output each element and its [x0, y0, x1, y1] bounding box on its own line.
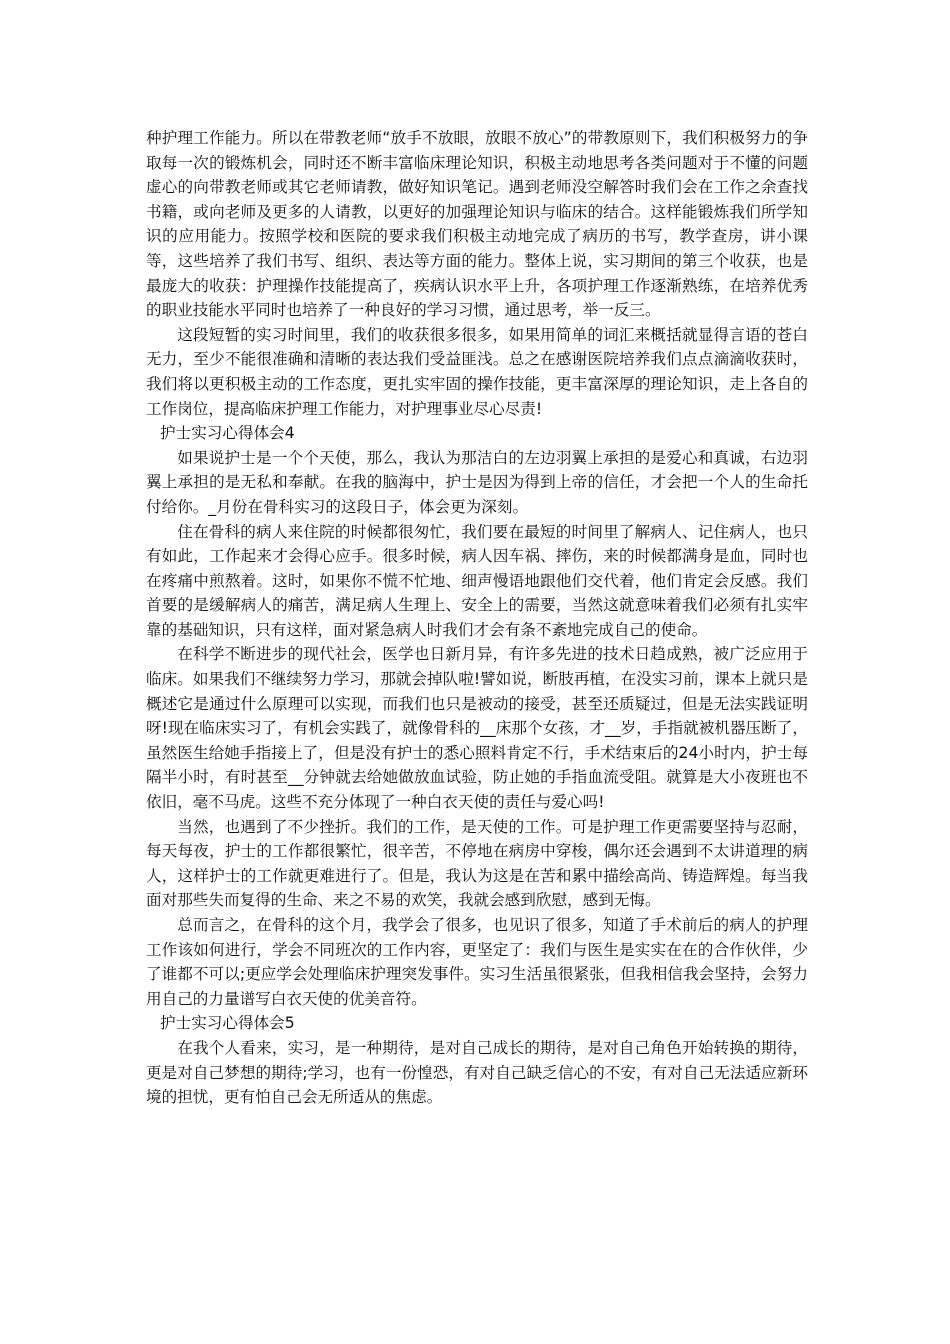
- paragraph-setbacks: 当然，也遇到了不少挫折。我们的工作，是天使的工作。可是护理工作更需要坚持与忍耐，每天每夜，护士的工作都很繁忙，很辛苦，不停地在病房中穿梭，偶尔还会遇到不太讲道理的病人，这样护士的工作就更难进行了。但是，我认为这是在苦和累中描绘高尚、铸造辉煌。每当我面对那些失而复得的生命、来之不易的欢笑，我就会感到欣慰，感到无悔。: [146, 817, 808, 910]
- section-heading-5: 护士实习心得体会5: [160, 1014, 295, 1033]
- paragraph-continuation: 种护理工作能力。所以在带教老师“放手不放眼，放眼不放心”的带教原则下，我们积极努力的争取每一次的锻炼机会，同时还不断丰富临床理论知识，积极主动地思考各类问题对于不懂的问题虚心的向带教老师或其它老师请教，做好知识笔记。遇到老师没空解答时我们会在工作之余查找书籍，或向老师及更多的人请教，以更好的加强理论知识与临床的结合。这样能锻炼我们所学知识的应用能力。按照学校和医院的要求我们积极主动地完成了病历的书写，教学查房，讲小课等，这些培养了我们书写、组织、表达等方面的能力。整体上说，实习期间的第三个收获，也是最庞大的收获：护理操作技能提高了，疾病认识水平上升，各项护理工作逐渐熟练，在培养优秀的职业技能水平同时也培养了一种良好的学习习惯，通过思考，举一反三。: [146, 129, 808, 320]
- paragraph-summary: 这段短暂的实习时间里，我们的收获很多很多，如果用简单的词汇来概括就显得言语的苍白无力，至少不能很准确和清晰的表达我们受益匪浅。总之在感谢医院培养我们点点滴滴收获时，我们将以更积极主动的工作态度，更扎实牢固的操作技能，更丰富深厚的理论知识，走上各自的工作岗位，提高临床护理工作能力，对护理事业尽心尽责!: [146, 325, 808, 418]
- paragraph-orthopedic-patients: 住在骨科的病人来住院的时候都很匆忙，我们要在最短的时间里了解病人、记住病人，也只有如此，工作起来才会得心应手。很多时候，病人因车祸、摔伤，来的时候都满身是血，同时也在疼痛中煎熬着。这时，如果你不慌不忙地、细声慢语地跟他们交代着，他们肯定会反感。我们首要的是缓解病人的痛苦，满足病人生理上、安全上的需要，当然这就意味着我们必须有扎实牢靠的基础知识，只有这样，面对紧急病人时我们才会有条不紊地完成自己的使命。: [146, 522, 808, 639]
- document-page: [146, 126, 808, 1110]
- paragraph-expectation: 在我个人看来，实习，是一种期待，是对自己成长的期待，是对自己角色开始转换的期待，更是对自己梦想的期待;学习，也有一份惶恐，有对自己缺乏信心的不安，有对自己无法适应新环境的担忧，更有怕自己会无所适从的焦虑。: [146, 1038, 808, 1107]
- paragraph-conclusion: 总而言之，在骨科的这个月，我学会了很多，也见识了很多，知道了手术前后的病人的护理工作该如何进行，学会不同班次的工作内容，更坚定了：我们与医生是实实在在的合作伙伴，少了谁都不可以;更应学会处理临床护理突发事件。实习生活虽很紧张，但我相信我会坚持，会努力用自己的力量谱写白衣天使的优美音符。: [146, 916, 808, 1008]
- paragraph-angel: 如果说护士是一个个天使，那么，我认为那洁白的左边羽翼上承担的是爱心和真诚，右边羽翼上承担的是无私和奉献。在我的脑海中，护士是因为得到上帝的信任，才会把一个人的生命托付给你。_月份在骨科实习的这段日子，体会更为深刻。: [146, 448, 808, 516]
- paragraph-medical-progress: 在科学不断进步的现代社会，医学也日新月异，有许多先进的技术日趋成熟，被广泛应用于临床。如果我们不继续努力学习，那就会掉队啦!譬如说，断肢再植，在没实习前，课本上就只是概述它是通过什么原理可以实现，而我们也只是被动的接受，甚至还质疑过，但是无法实践证明呀!现在临床实习了，有机会实践了，就像骨科的__床那个女孩，才__岁，手指就被机器压断了，虽然医生给她手指接上了，但是没有护士的悉心照料肯定不行，手术结束后的24小时内，护士每隔半小时，有时甚至__分钟就去给她做放血试验，防止她的手指血流受阻。就算是大小夜班也不依旧，毫不马虎。这些不充分体现了一种白衣天使的责任与爱心吗!: [146, 645, 808, 812]
- section-heading-4: 护士实习心得体会4: [160, 424, 295, 443]
